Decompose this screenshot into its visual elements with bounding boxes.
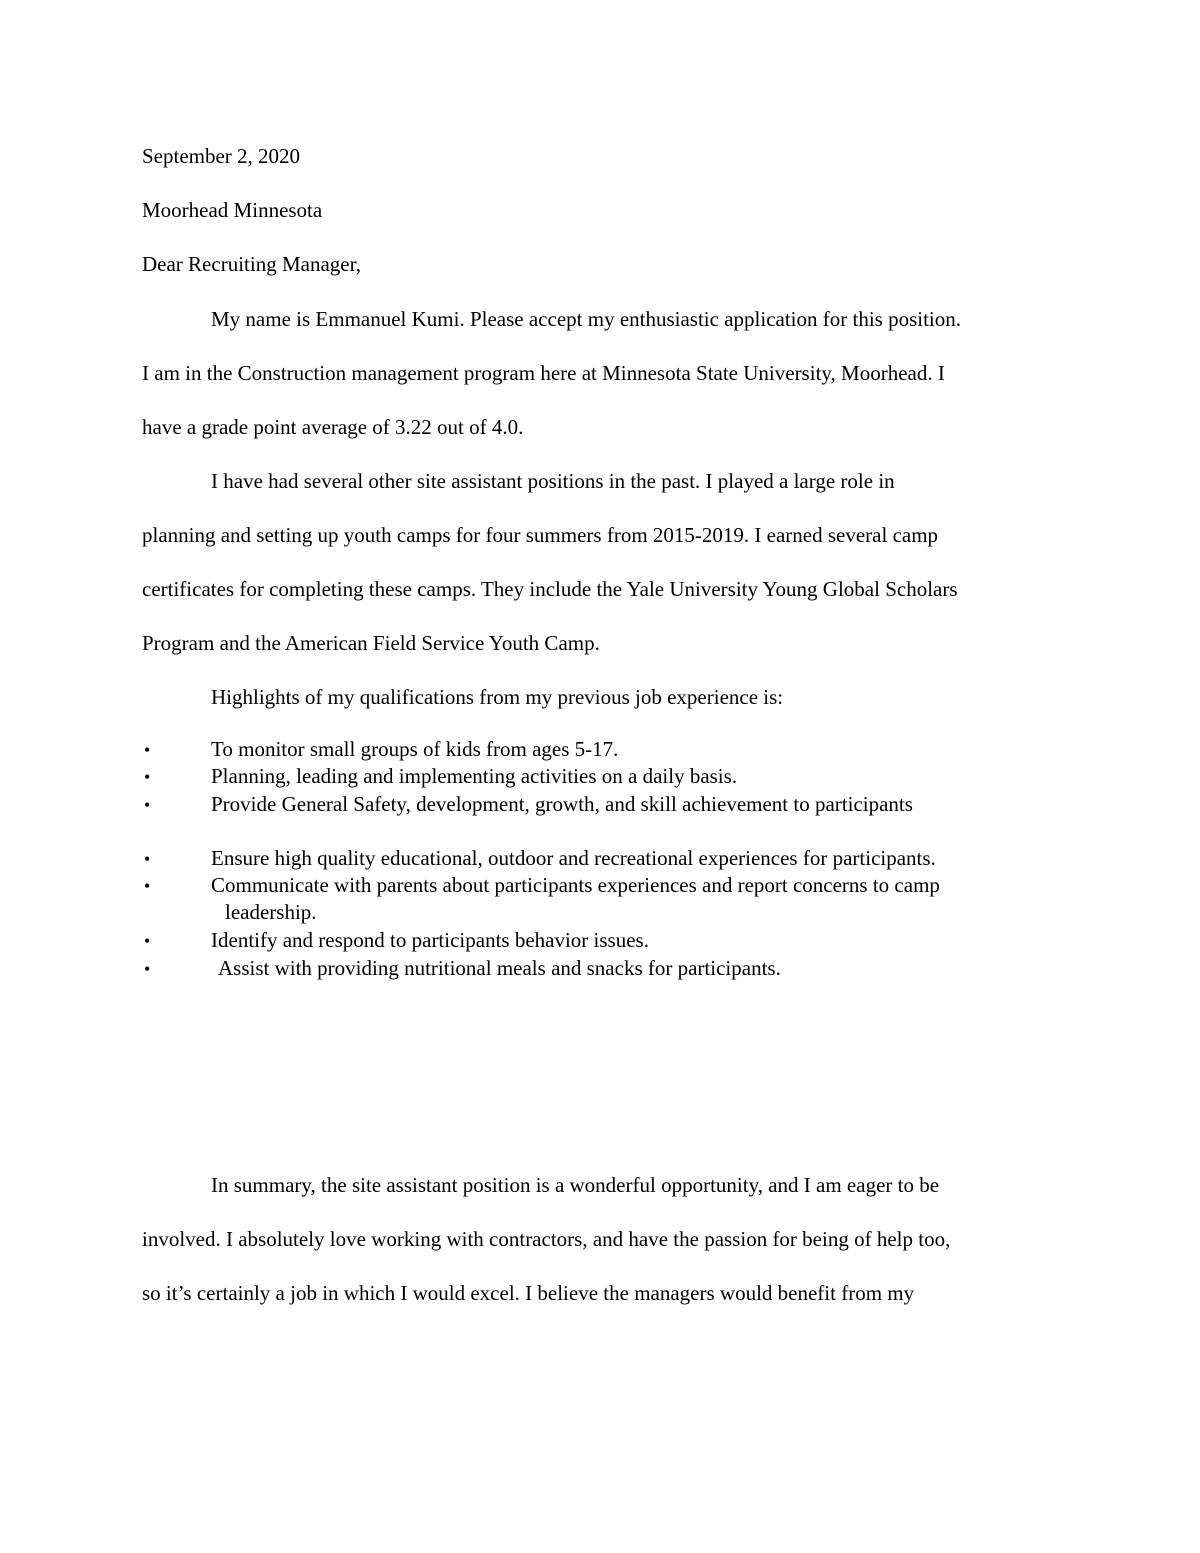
bullet-item: Assist with providing nutritional meals and snacks for participants.: [218, 956, 781, 980]
bullet-marker: •: [144, 849, 151, 869]
paragraph-3-line-1: In summary, the site assistant position is a wonderful opportunity, and I am eager to be: [211, 1173, 940, 1197]
bullet-item: Ensure high quality educational, outdoor and recreational experiences for participants.: [211, 846, 936, 870]
bullet-marker: •: [144, 740, 151, 760]
bullet-marker: •: [144, 931, 151, 951]
bullet-marker: •: [144, 795, 151, 815]
paragraph-3-line-3: so it’s certainly a job in which I would excel. I believe the managers would benefit from my: [142, 1281, 915, 1305]
bullet-item: Planning, leading and implementing activities on a daily basis.: [211, 764, 738, 788]
paragraph-2-line-1: I have had several other site assistant positions in the past. I played a large role in: [211, 469, 895, 493]
paragraph-2-line-3: certificates for completing these camps. They include the Yale University Young Global Scholars: [142, 577, 958, 601]
bullet-item: Identify and respond to participants behavior issues.: [211, 928, 649, 952]
bullet-marker: •: [144, 959, 151, 979]
bullet-marker: •: [144, 876, 151, 896]
highlights-intro: Highlights of my qualifications from my previous job experience is:: [211, 685, 784, 709]
bullet-item: To monitor small groups of kids from ages 5-17.: [211, 737, 619, 761]
paragraph-1-line-3: have a grade point average of 3.22 out of 4.0.: [142, 415, 524, 439]
paragraph-1-line-1: My name is Emmanuel Kumi. Please accept my enthusiastic application for this position.: [211, 307, 962, 331]
bullet-item: Provide General Safety, development, growth, and skill achievement to participants: [211, 792, 913, 816]
letter-location: Moorhead Minnesota: [142, 198, 323, 222]
paragraph-2-line-2: planning and setting up youth camps for four summers from 2015-2019. I earned several camp: [142, 523, 939, 547]
paragraph-3-line-2: involved. I absolutely love working with contractors, and have the passion for being of help too,: [142, 1227, 951, 1251]
paragraph-1-line-2: I am in the Construction management program here at Minnesota State University, Moorhead. I: [142, 361, 945, 385]
paragraph-2-line-4: Program and the American Field Service Youth Camp.: [142, 631, 600, 655]
letter-date: September 2, 2020: [142, 144, 301, 168]
bullet-item: Communicate with parents about participants experiences and report concerns to camp: [211, 873, 940, 897]
letter-salutation: Dear Recruiting Manager,: [142, 252, 361, 276]
bullet-item-continuation: leadership.: [225, 900, 317, 924]
bullet-marker: •: [144, 767, 151, 787]
